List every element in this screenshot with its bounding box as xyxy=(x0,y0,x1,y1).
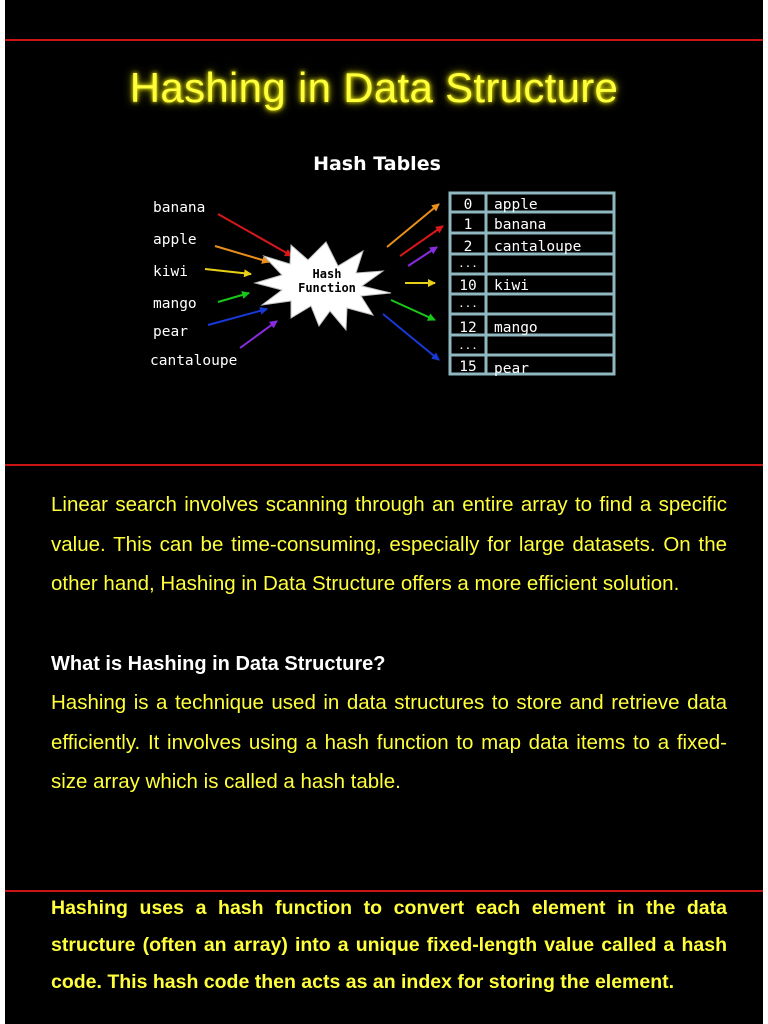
hash-function-label: Function xyxy=(298,281,356,295)
slide-page xyxy=(5,0,763,1024)
page-title: Hashing in Data Structure xyxy=(129,64,619,111)
arrow xyxy=(218,293,249,302)
table-value: banana xyxy=(494,217,547,233)
intro-paragraph: Linear search involves scanning through an entire array to find a specific value. This can be time-consuming, especially for large datasets. On the other hand, Hashing in Data Structure offers a more efficient solution. xyxy=(51,493,727,595)
table-index: 15 xyxy=(459,359,477,375)
table-index: ... xyxy=(458,257,478,270)
arrow xyxy=(387,204,439,247)
arrow xyxy=(205,269,251,274)
arrow xyxy=(383,314,439,360)
key-label: kiwi xyxy=(153,264,188,280)
section-heading: What is Hashing in Data Structure? xyxy=(51,653,386,675)
table-index: 1 xyxy=(463,217,473,233)
table-value: mango xyxy=(494,320,538,336)
key-label: cantaloupe xyxy=(150,353,238,369)
arrow xyxy=(208,309,267,325)
arrow xyxy=(215,246,269,262)
table-value: kiwi xyxy=(494,278,529,294)
table-index: 12 xyxy=(459,320,477,336)
diagram-heading: Hash Tables xyxy=(313,153,441,175)
table-value: apple xyxy=(494,197,538,213)
arrow xyxy=(240,321,277,348)
table-value: pear xyxy=(494,361,529,377)
hash-code-paragraph: Hashing uses a hash function to convert each element in the data structure (often an array) into a unique fixed-length value called a hash code. This hash code then acts as an index for storing the element. xyxy=(51,897,727,993)
definition-paragraph: Hashing is a technique used in data structures to store and retrieve data efficiently. It involves using a hash function to map data items to a fixed-size array which is called a hash table. xyxy=(51,691,727,793)
key-label: pear xyxy=(153,324,188,340)
top-rule xyxy=(5,39,763,41)
arrow xyxy=(391,300,435,320)
table-index: 2 xyxy=(463,239,473,255)
hash-function-label: Hash xyxy=(312,267,342,281)
key-label: banana xyxy=(153,200,206,216)
table-index: 0 xyxy=(463,197,473,213)
key-label: apple xyxy=(153,232,197,248)
key-label: mango xyxy=(153,296,197,312)
section-rule xyxy=(5,464,763,466)
table-index: ... xyxy=(458,297,478,310)
hash-table-diagram xyxy=(125,148,625,383)
table-index: ... xyxy=(458,339,478,352)
arrow xyxy=(408,247,437,266)
table-value: cantaloupe xyxy=(494,239,582,255)
table-index: 10 xyxy=(459,278,477,294)
